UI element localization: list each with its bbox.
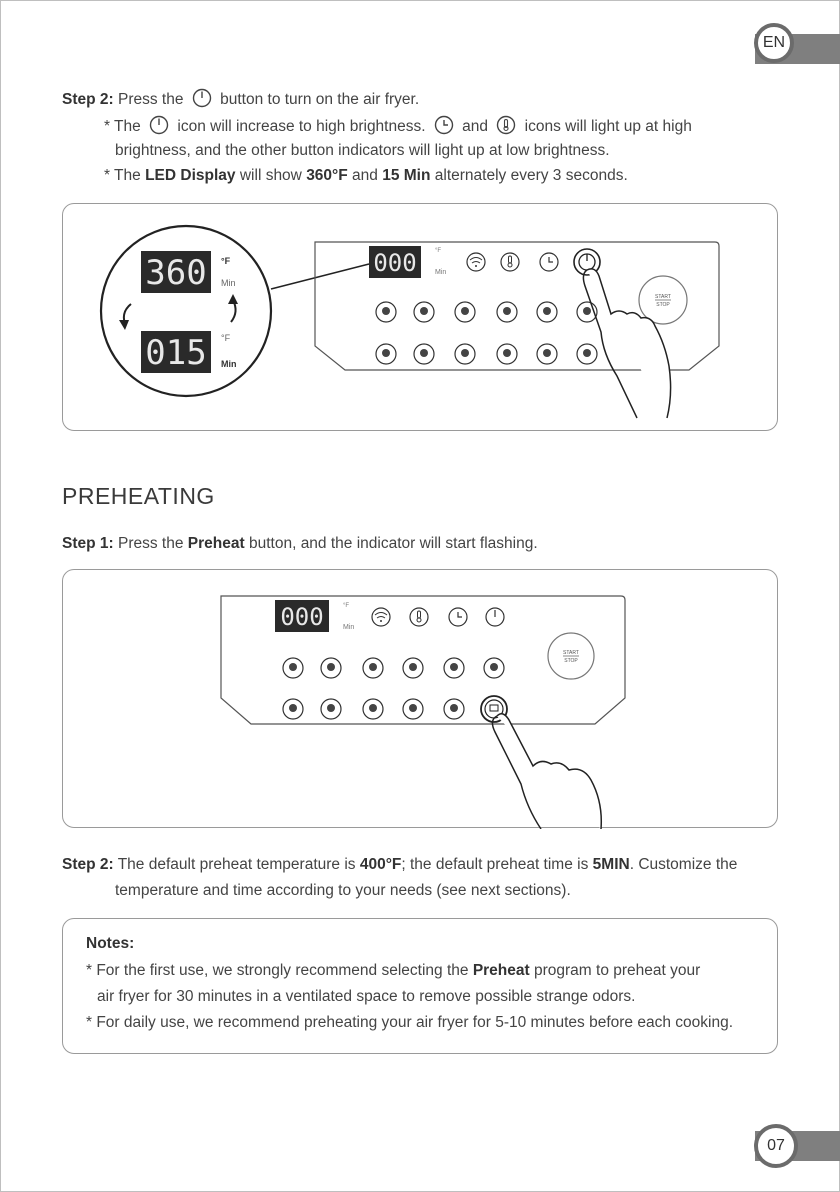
bullet-strong: LED Display (145, 167, 236, 184)
step-strong: 5MIN (592, 856, 630, 873)
step-text: ; the default preheat time is (401, 856, 589, 873)
step-text: button to turn on the air fryer. (220, 91, 420, 108)
note-item: * For daily use, we recommend preheating your air fryer for 5-10 minutes before each cooking. (86, 1014, 734, 1031)
notes-box (62, 918, 778, 1054)
wifi-icon (467, 253, 485, 271)
bullet-text: icon will increase to high brightness. (177, 118, 426, 135)
unit-f: °F (221, 256, 231, 266)
preset-icon (369, 663, 377, 671)
preset-icon (289, 704, 297, 712)
preset-icon (382, 349, 390, 357)
preset-icon (369, 704, 377, 712)
bullet-text: and (352, 167, 378, 184)
clock-icon (434, 115, 454, 135)
unit-min: Min (221, 359, 237, 369)
clock-icon (449, 608, 467, 626)
preset-icon (450, 663, 458, 671)
preset-icon (490, 663, 498, 671)
bullet-led (104, 166, 628, 186)
preset-icon (289, 663, 297, 671)
step-text: button, and the indicator will start flashing. (248, 535, 538, 552)
stop-label: STOP (656, 302, 670, 308)
preset-icon (420, 349, 428, 357)
preset-icon (327, 704, 335, 712)
panel-display-value: 000 (373, 249, 417, 277)
figure-power-on (62, 203, 778, 431)
step-label: Step 2: (62, 856, 114, 873)
section-heading: PREHEATING (62, 483, 215, 509)
preset-icon (543, 307, 551, 315)
preset-icon (543, 349, 551, 357)
start-stop-button[interactable] (639, 276, 687, 324)
bullet-text: * The (104, 167, 141, 184)
hand-illustration (497, 714, 601, 829)
bullet-text: and (462, 118, 489, 135)
bullet-text-cont: brightness, and the other button indicators will light up at low brightness. (115, 142, 610, 159)
preset-icon (461, 349, 469, 357)
language-badge: EN (754, 23, 794, 63)
power-button[interactable] (486, 608, 504, 626)
preset-icon (409, 704, 417, 712)
hand-outline (492, 716, 541, 829)
unit-min: Min (435, 269, 447, 276)
bullet-strong: 15 Min (382, 167, 431, 184)
figure-power-on-drawing (63, 204, 779, 432)
preset-icon (583, 307, 591, 315)
step-text-cont: temperature and time according to your needs (see next sections). (115, 882, 571, 899)
note-text-cont: air fryer for 30 minutes in a ventilated space to remove possible strange odors. (97, 988, 636, 1005)
wifi-icon (372, 608, 390, 626)
step-text: Press the (118, 535, 184, 552)
thermometer-icon (410, 608, 428, 626)
page-number: 07 (754, 1124, 798, 1168)
unit-f: °F (435, 248, 442, 254)
preheat-step1-line (62, 534, 538, 554)
zoom-display-bottom-value: 015 (145, 333, 207, 373)
preset-icon (327, 663, 335, 671)
preset-icon (503, 307, 511, 315)
bullet-strong: 360°F (306, 167, 348, 184)
panel-display-value: 000 (280, 603, 324, 631)
clock-icon (540, 253, 558, 271)
preset-icon (461, 307, 469, 315)
bullet-text: icons will light up at high (524, 118, 692, 135)
step2-power-line (62, 88, 419, 110)
start-label: START (655, 294, 671, 300)
figure-preheat (62, 569, 778, 828)
thermometer-icon (501, 253, 519, 271)
notes-title: Notes: (86, 935, 135, 952)
figure-preheat-drawing (63, 570, 779, 829)
step-text: The default preheat temperature is (117, 856, 356, 873)
preset-icon (503, 349, 511, 357)
step-strong: Preheat (187, 535, 245, 552)
note-strong: Preheat (472, 962, 530, 979)
bullet-text: * The (104, 118, 141, 135)
start-label: START (563, 650, 579, 656)
bullet-brightness (104, 115, 692, 137)
unit-min: Min (343, 624, 355, 631)
note-item (86, 961, 700, 981)
step-label: Step 1: (62, 535, 114, 552)
start-stop-button[interactable] (548, 633, 594, 679)
preset-icon (450, 704, 458, 712)
zoom-display-top-value: 360 (145, 253, 207, 293)
step-text: . Customize the (629, 856, 738, 873)
step-text: Press the (118, 91, 184, 108)
power-icon (149, 115, 169, 135)
bullet-text: will show (239, 167, 302, 184)
preset-icon (420, 307, 428, 315)
note-text: program to preheat your (534, 962, 701, 979)
leader-line (271, 264, 369, 289)
power-icon (192, 88, 212, 108)
step-label: Step 2: (62, 91, 114, 108)
thermometer-icon (496, 115, 516, 135)
step-strong: 400°F (359, 856, 402, 873)
unit-min: Min (221, 278, 236, 288)
unit-f: °F (221, 333, 231, 343)
stop-label: STOP (564, 658, 578, 664)
unit-f: °F (343, 603, 350, 609)
preset-icon (409, 663, 417, 671)
note-text: * For the first use, we strongly recommend selecting the (86, 962, 469, 979)
preset-icon (583, 349, 591, 357)
bullet-text: alternately every 3 seconds. (434, 167, 628, 184)
preheat-step2-line (62, 855, 737, 875)
preset-icon (382, 307, 390, 315)
